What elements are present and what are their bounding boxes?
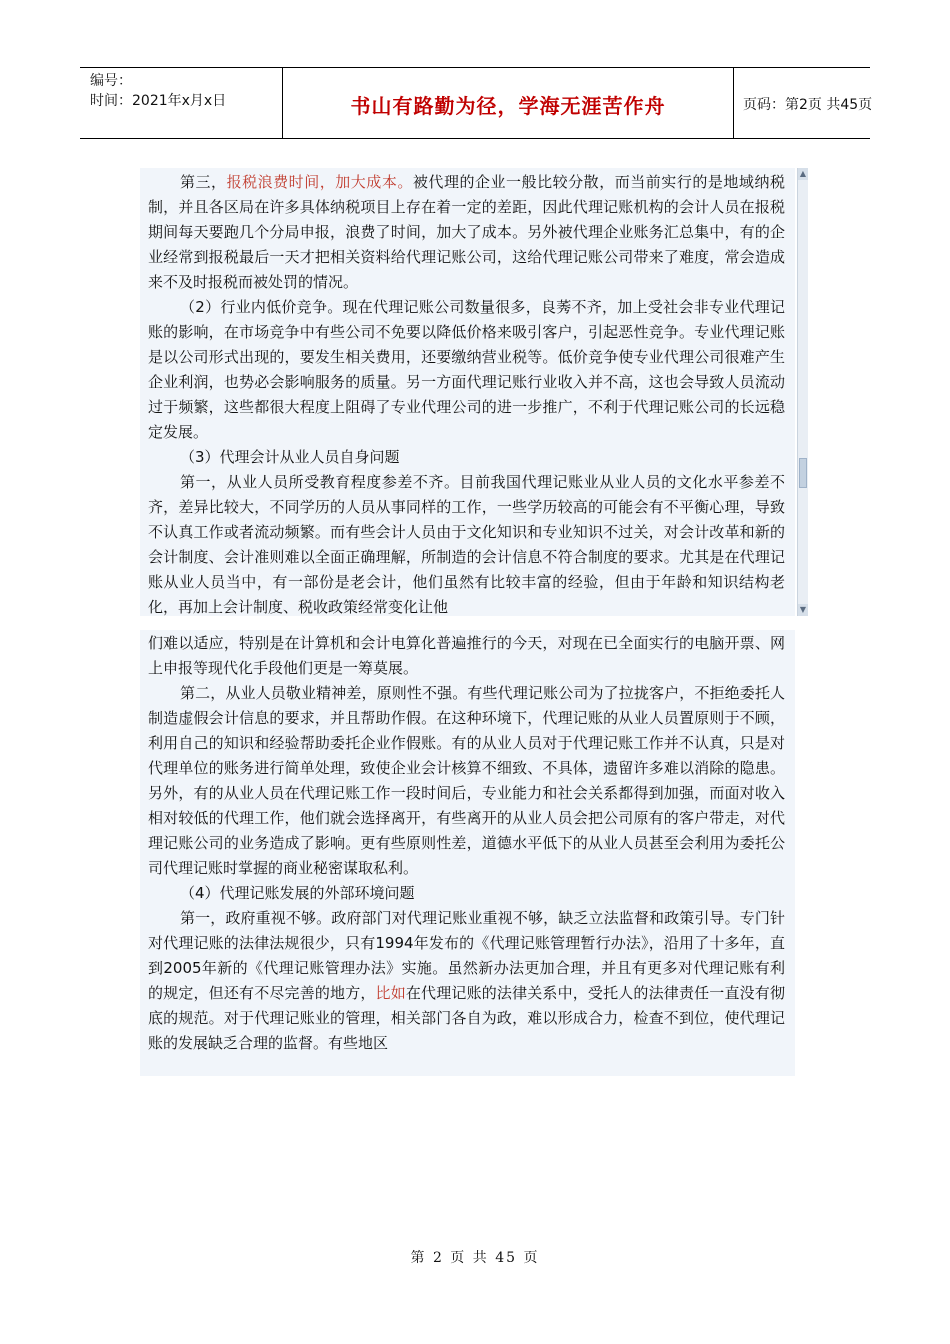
header-table <box>80 67 873 139</box>
header-center-cell <box>282 68 734 138</box>
document-time-label: 时间：2021年x月x日 <box>90 93 227 109</box>
paragraph <box>140 170 795 295</box>
vertical-scrollbar[interactable] <box>797 168 808 616</box>
paragraph: 第一，从业人员所受教育程度参差不齐。目前我国代理记账业从业人员的文化水平参差不齐，差异比较大，不同学历的人员从事同样的工作，一些学历较高的可能会有不平衡心理，导致不认真工作或者流动频繁。而有些会计人员由于文化知识和专业知识不过关，对会计改革和新的会计制度、会计准则难以全面正确理解，所制造的会计信息不符合制度的要求。尤其是在代理记账从业人员当中，有一部份是老会计，他们虽然有比较丰富的经验，但由于年龄和知识结构老化，再加上会计制度、税收政策经常变化让他 <box>148 473 785 616</box>
paragraph-text: 被代理的企业一般比较分散，而当前实行的是地域纳税制，并且各区局在许多具体纳税项目上存在着一定的差距，因此代理记账机构的会计人员在报税期间每天要跑几个分局申报，浪费了时间，加大了成本。另外被代理企业账务汇总集中，有的企业经常到报税最后一天才把相关资料给代理记账公司，这给代理记账公司带来了难度，常会造成来不及时报税而被处罚的情况。 <box>148 173 785 291</box>
header-page-info: 页码：第2页 共45页 <box>743 97 873 113</box>
header-right-cell <box>733 68 873 138</box>
section-heading: （4）代理记账发展的外部环境问题 <box>180 884 415 902</box>
section-heading: （3）代理会计从业人员自身问题 <box>180 448 400 466</box>
scrollbar-thumb[interactable] <box>799 458 807 488</box>
paragraph: （2）行业内低价竞争。现在代理记账公司数量很多，良莠不齐，加上受社会非专业代理记账的影响，在市场竞争中有些公司不免要以降低价格来吸引客户，引起恶性竞争。专业代理记账是以公司形式出现的，要发生相关费用，还要缴纳营业税等。低价竞争使专业代理公司很难产生企业利润，也势必会影响服务的质量。另一方面代理记账行业收入并不高，这也会导致人员流动过于频繁，这些都很大程度上阻碍了专业代理公司的进一步推广，不利于代理记账公司的长远稳定发展。 <box>148 298 785 441</box>
paragraph-lead: 第三， <box>180 173 227 191</box>
scroll-up-icon[interactable]: ▲ <box>799 169 807 178</box>
page-footer: 第 2 页 共 45 页 <box>410 1250 540 1266</box>
highlighted-text: 比如 <box>375 984 406 1002</box>
paragraph: 第二，从业人员敬业精神差，原则性不强。有些代理记账公司为了拉拢客户，不拒绝委托人制造虚假会计信息的要求，并且帮助作假。在这种环境下，代理记账的从业人员置原则于不顾，利用自己的知识和经验帮助委托企业作假账。有的从业人员对于代理记账工作并不认真，只是对代理单位的账务进行简单处理，致使企业会计核算不细致、不具体，遗留许多难以消除的隐患。另外，有的从业人员在代理记账工作一段时间后，专业能力和社会关系都得到加强，而面对收入相对较低的代理工作，他们就会选择离开，有些离开的从业人员会把公司原有的客户带走，对代理记账公司的业务造成了影响。更有些原则性差，道德水平低下的从业人员甚至会利用为委托公司代理记账时掌握的商业秘密谋取私利。 <box>148 684 785 877</box>
paragraph <box>140 906 795 1056</box>
header-left-cell <box>80 68 282 138</box>
paragraph-text: 在代理记账的法律关系中，受托人的法律责任一直没有彻底的规范。对于代理记账业的管理，相关部门各自为政，难以形成合力，检查不到位，使代理记账的发展缺乏合理的监督。有些地区 <box>148 984 785 1052</box>
scroll-down-icon[interactable]: ▼ <box>799 605 807 614</box>
highlighted-text: 报税浪费时间，加大成本。 <box>226 173 413 191</box>
scanned-text-block-2 <box>140 630 795 1076</box>
scanned-text-block-1 <box>140 168 795 616</box>
paragraph-text: 第一，政府重视不够。政府部门对代理记账业重视不够，缺乏立法监督和政策引导。专门针对代理记账的法律法规很少，只有1994年发布的《代理记账管理暂行办法》，沿用了十多年，直到2005年新的《代理记账管理办法》实施。虽然新办法更加合理，并且有更多对代理记账有利的规定，但还有不尽完善的地方， <box>148 909 785 1002</box>
paragraph: 们难以适应，特别是在计算机和会计电算化普遍推行的今天，对现在已全面实行的电脑开票、网上申报等现代化手段他们更是一筹莫展。 <box>148 634 785 677</box>
document-code-label: 编号： <box>90 73 132 89</box>
header-motto: 书山有路勤为径，学海无涯苦作舟 <box>350 94 666 118</box>
